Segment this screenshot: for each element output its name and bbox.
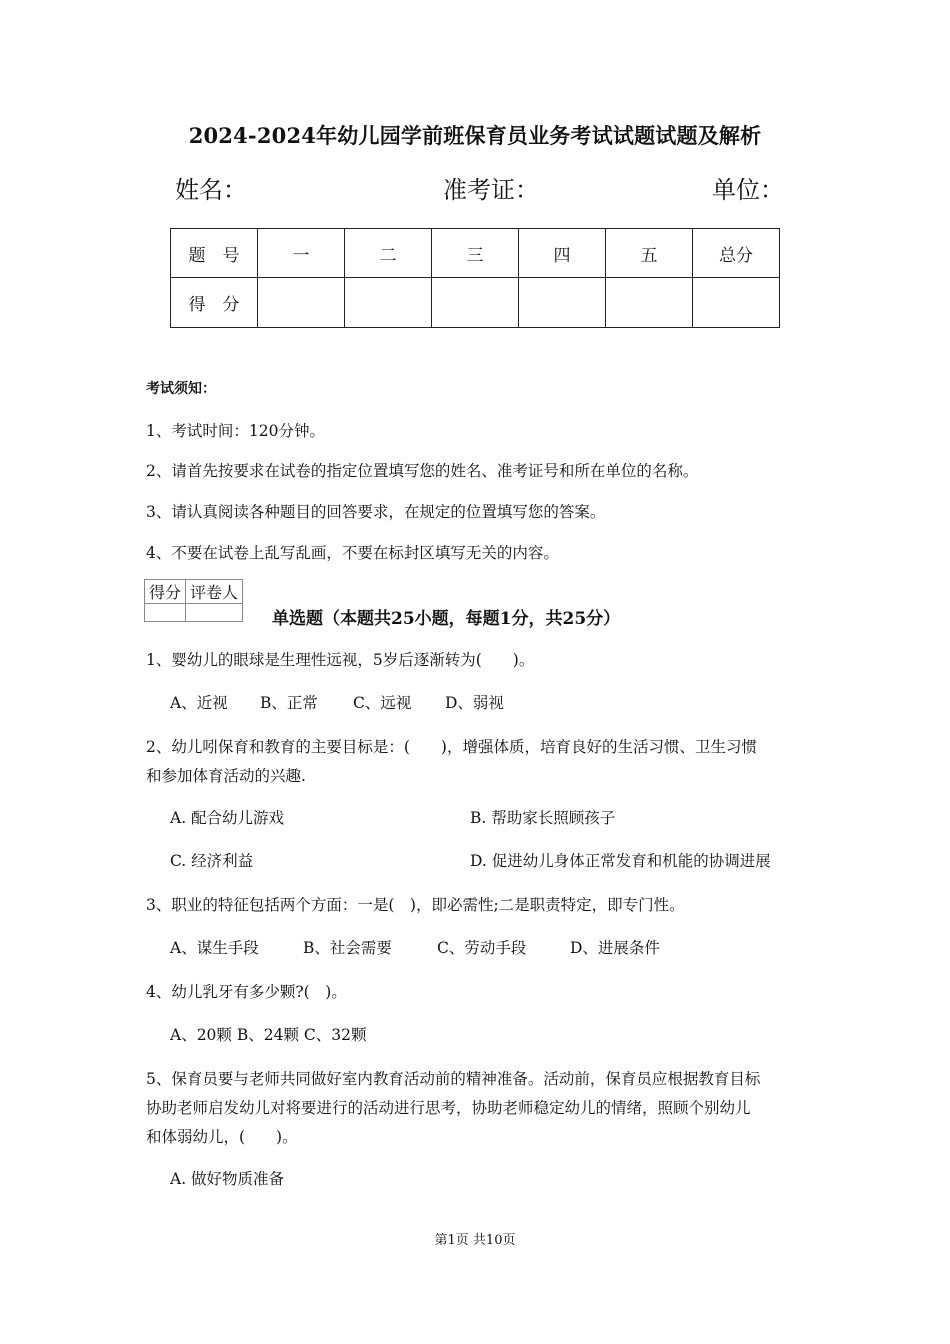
option: C、劳动手段 (437, 939, 527, 957)
score-table (170, 228, 780, 328)
score-cell (519, 278, 606, 328)
option: A、20颗 B、24颗 C、32颗 (170, 1026, 367, 1044)
score-table-header-cell: 五 (606, 229, 693, 278)
grader-score-label: 得分 (145, 580, 186, 604)
score-table-header-row (171, 229, 780, 278)
option: A. 做好物质准备 (170, 1170, 285, 1188)
grader-box (144, 579, 243, 622)
notice-item: 4、不要在试卷上乱写乱画，不要在标封区填写无关的内容。 (146, 544, 559, 562)
exam-id-field-label: 准考证： (443, 176, 539, 204)
score-table-header-cell: 四 (519, 229, 606, 278)
option: C. 经济利益 (170, 852, 254, 870)
score-table-header-cell: 一 (258, 229, 345, 278)
page-title: 2024-2024年幼儿园学前班保育员业务考试试题试题及解析 (188, 123, 762, 148)
score-table-header-cell: 题 号 (171, 229, 258, 278)
option: D. 促进幼儿身体正常发育和机能的协调进展 (470, 852, 771, 870)
option: B、社会需要 (303, 939, 392, 957)
notice-item: 1、考试时间：120分钟。 (146, 422, 325, 440)
question-stem: 5、保育员要与老师共同做好室内教育活动前的精神准备。活动前，保育员应根据教育目标 (146, 1070, 761, 1088)
question-stem: 协助老师启发幼儿对将要进行的活动进行思考，协助老师稳定幼儿的情绪，照顾个别幼儿 (146, 1099, 751, 1117)
grader-name-cell (186, 604, 243, 622)
grader-score-cell (145, 604, 186, 622)
notice-item: 3、请认真阅读各种题目的回答要求，在规定的位置填写您的答案。 (146, 503, 606, 521)
question-stem: 4、幼儿乳牙有多少颗?( )。 (146, 983, 347, 1001)
score-table-header-cell: 二 (345, 229, 432, 278)
option: D、弱视 (445, 694, 504, 712)
option: B、正常 (260, 694, 318, 712)
grader-name-label: 评卷人 (186, 580, 243, 604)
score-table-header-cell: 总分 (693, 229, 780, 278)
score-cell (606, 278, 693, 328)
score-cell (258, 278, 345, 328)
score-cell (693, 278, 780, 328)
question-stem: 和参加体育活动的兴趣. (146, 767, 306, 785)
score-cell (345, 278, 432, 328)
score-table-score-row (171, 278, 780, 328)
notice-heading: 考试须知： (146, 381, 216, 397)
score-cell (432, 278, 519, 328)
score-table-header-cell: 三 (432, 229, 519, 278)
option: A. 配合幼儿游戏 (170, 809, 285, 827)
unit-field-label: 单位： (712, 176, 784, 204)
question-stem: 和体弱幼儿，( )。 (146, 1128, 298, 1146)
option: D、进展条件 (570, 939, 660, 957)
question-stem: 1、婴幼儿的眼球是生理性远视，5岁后逐渐转为( )。 (146, 651, 535, 669)
option: B. 帮助家长照顾孩子 (470, 809, 616, 827)
score-table-row-label: 得 分 (171, 278, 258, 328)
option: C、远视 (353, 694, 412, 712)
notice-item: 2、请首先按要求在试卷的指定位置填写您的姓名、准考证号和所在单位的名称。 (146, 462, 699, 480)
question-stem: 2、幼儿吲保育和教育的主要目标是：( )，增强体质，培育良好的生活习惯、卫生习惯 (146, 738, 757, 756)
section-title: 单选题（本题共25小题，每题1分，共25分） (272, 609, 621, 629)
name-field-label: 姓名： (175, 176, 247, 204)
page-footer: 第1页 共10页 (434, 1233, 516, 1248)
option: A、近视 (170, 694, 228, 712)
question-stem: 3、职业的特征包括两个方面：一是( )，即必需性;二是职责特定，即专门性。 (146, 896, 685, 914)
option: A、谋生手段 (170, 939, 259, 957)
